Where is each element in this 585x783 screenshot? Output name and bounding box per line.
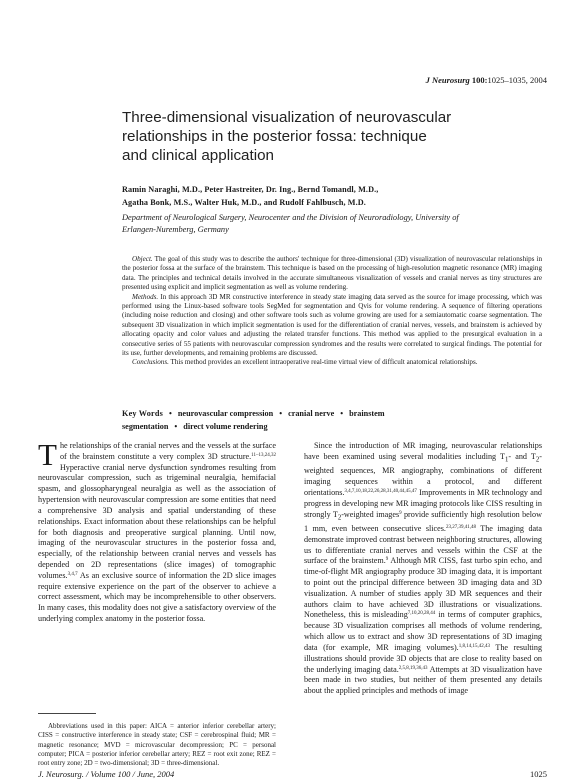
running-head: [426, 75, 547, 85]
paragraph-text: in terms of computer graphics, because 3D visualization comprises all methods of volume rendering, which allow us to extract and show 3D representations of 3D imaging data (for example, MR imaging volumes).: [304, 610, 542, 652]
bullet-separator: •: [340, 409, 344, 418]
page-number: 1025: [530, 769, 547, 779]
abstract-object-text: The goal of this study was to describe the authors' technique for three-dimensional (3D) visualization of neurovascular relationships in the posterior fossa at the surface of the brainstem. This technique is based on the processing of high-resolution magnetic resonance (MR) imaging data. The principles and technical details involved in the accurate simultaneous visualization of vessels and cranial nerves as tiny structures are presented using explicit and implicit segmentation as well as volume rendering.: [122, 255, 542, 292]
title-line: relationships in the posterior fossa: technique: [122, 128, 427, 145]
reference-superscript: 9: [385, 557, 389, 563]
abstract-methods-text: In this approach 3D MR constructive interference in steady state imaging data served as the source for image processing, which was performed using the Linux-based software tools SegMed for segmentation and Qvis for volume rendering. A sequence of filtering operations (including noise reduction and closing) and other software tools such as volume growing are used for a semiautomatic coarse segmentation. The subsequent 3D visualization in which implicit segmentation is used for the differentiation of cranial nerves, vessels, and brainstem is achieved by allocating opacity and color values and adjusting the related transfer functions. This method was applied to the presurgical evaluation in a consecutive series of 55 patients with neurovascular compression syndromes and the results were correlated to surgical findings. The potential for its use, further developments, and remaining problems are discussed.: [122, 292, 542, 358]
paragraph-text: The resulting illustrations should provide 3D objects that are close to reality based on the underlying imaging data.: [304, 642, 543, 674]
article-title: [122, 108, 542, 165]
affiliation: [122, 212, 547, 235]
reference-superscript: 1,8,14,15,42,43: [458, 643, 490, 649]
body-paragraph: [304, 441, 542, 697]
paragraph-text: Improvements in MR technology and progress in developing new MR imaging protocols like CISS resulting in strongly T: [304, 487, 542, 519]
abstract-methods-label: Methods.: [132, 292, 159, 301]
abstract-conclusions-text: This method provides an excellent intraoperative real-time virtual view of difficult anatomical relationships.: [170, 358, 478, 367]
reference-superscript: 9: [399, 510, 402, 516]
keyword: cranial nerve: [288, 409, 335, 418]
paragraph-text: Attempts at 3D visualization have been made in two studies, but neither of them presented any details about the applied principles and methods of image: [304, 664, 542, 696]
keywords-label: Key Words: [122, 409, 163, 418]
bullet-separator: •: [169, 409, 172, 418]
body-left-column: [38, 437, 276, 709]
volume-number: 100:: [471, 75, 488, 85]
paragraph-text: -weighted sequences, MR angiography, combinations of different imaging sequences within a protocol, and different orientations.: [304, 451, 542, 497]
reference-superscript: 7,10,20,28,44: [407, 611, 436, 617]
abstract-object-label: Object.: [132, 255, 153, 263]
subscript: 1: [505, 456, 509, 464]
keywords-line-2: [122, 421, 542, 434]
paragraph-text: Hyperactive cranial nerve dysfunction syndromes resulting from neurovascular compression, such as trigeminal neuralgia, hemifacial spasm, and glossopharyngeal neuralgia as well as the association of hypertension with neurovascular compression are some entities that need a comprehensive 3D analysis and spatial understanding of these relationships. Exact information about these relationships can be helpful for both diagnosis and preoperative surgical planning. Until now, imaging of the neurovascular structures in the posterior fossa and, especially, of the relationship between cranial nerves and vessels has depended on 2D representations (slice images) of tomographic volumes.: [38, 462, 276, 580]
title-line: and clinical application: [122, 147, 274, 164]
paragraph-text: he relationships of the cranial nerves and the vessels at the surface of the brainstem constitute a very complex 3D structure.: [59, 441, 276, 461]
reference-superscript: 2,5,8,19,36,43: [398, 665, 428, 671]
affiliation-line: Erlangen-Nuremberg, Germany: [122, 224, 229, 234]
author-list: [122, 184, 542, 209]
bullet-separator: •: [279, 409, 283, 418]
abstract-object: [122, 255, 542, 293]
subscript: 2: [337, 514, 342, 522]
paragraph-text: As an exclusive source of information the 2D slice images require extensive experience on the part of the observer to achieve a correct assessment, which may be incomprehensible to other observers. In many cases, this modality does not give a satisfactory overview of the underlying complex anatomy in the posterior fossa.: [38, 570, 276, 623]
keyword: neurovascular compression: [177, 409, 274, 418]
keywords-line-1: [122, 408, 542, 421]
abbreviations-footnote: [38, 722, 276, 768]
keyword: brainstem: [349, 409, 385, 418]
paragraph-text: The imaging data demonstrate improved contrast between neighboring structures, allowing us to differentiate cranial nerves and vessels within the CSF at the surface of the brainstem.: [304, 523, 542, 566]
reference-superscript: 11–13,24,32: [251, 452, 276, 458]
paragraph-text: Although MR CISS, fast turbo spin echo, and time-of-flight MR angiography produce 3D imaging data, it is important to point out the principal difference between 3D imaging data and 3D visualization. A number of studies apply 3D MR sequences and their authors claim to have achieved 3D illustrations or visualizations. Nonetheless, this is misleading: [304, 556, 542, 620]
footnote-text: Abbreviations used in this paper: AICA = anterior inferior cerebellar artery; CISS = constructive interference in steady state; CSF = cerebrospinal fluid; MR = magnetic resonance; MVD = microvascular decompression; PC = personal computer; PICA = posterior inferior cerebellar artery; REZ = root exit zone; REZ = root entry zone; 2D = two-dimensional; 3D = three-dimensional.: [38, 722, 276, 768]
author-line: Ramin Naraghi, M.D., Peter Hastreiter, Dr. Ing., Bernd Tomandl, M.D.,: [122, 185, 379, 194]
body-paragraph: [38, 437, 276, 625]
drop-cap: T: [38, 437, 57, 472]
keyword: direct volume rendering: [183, 421, 268, 431]
footnote-rule: [38, 713, 96, 714]
footer-citation: J. Neurosurg. / Volume 100 / June, 2004: [38, 769, 175, 779]
bullet-separator: •: [174, 421, 178, 431]
keyword: segmentation: [122, 421, 169, 431]
reference-superscript: 3,4,7: [67, 571, 78, 577]
journal-name: J Neurosurg: [425, 75, 470, 85]
paragraph-text: - and T: [508, 451, 536, 461]
abstract: [122, 255, 542, 368]
reference-superscript: 3,4,7,10,18,22,26,28,31,40,44,45,47: [344, 488, 417, 494]
author-line: Agatha Bonk, M.S., Walter Huk, M.D., and Rudolf Fahlbusch, M.D.: [122, 197, 366, 207]
title-line: Three-dimensional visualization of neurovascular: [122, 109, 452, 126]
abstract-conclusions-label: Conclusions.: [132, 358, 169, 367]
reference-superscript: 23,27,39,41,48: [445, 524, 476, 530]
keywords: [122, 408, 542, 433]
paragraph-text: -weighted images: [341, 509, 400, 519]
abstract-methods: [122, 293, 542, 359]
paragraph-text: Since the introduction of MR imaging, neurovascular relationships have been examined using several modalities including T: [304, 441, 542, 461]
paragraph-text: provide sufficiently high resolution below 1 mm, even between consecutive slices.: [304, 509, 542, 533]
page-range: 1025–1035, 2004: [487, 75, 547, 85]
affiliation-line: Department of Neurological Surgery, Neurocenter and the Division of Neuroradiology, University of: [122, 213, 459, 222]
abstract-conclusions: [122, 358, 542, 367]
body-right-column: [304, 441, 542, 697]
subscript: 2: [535, 456, 540, 464]
